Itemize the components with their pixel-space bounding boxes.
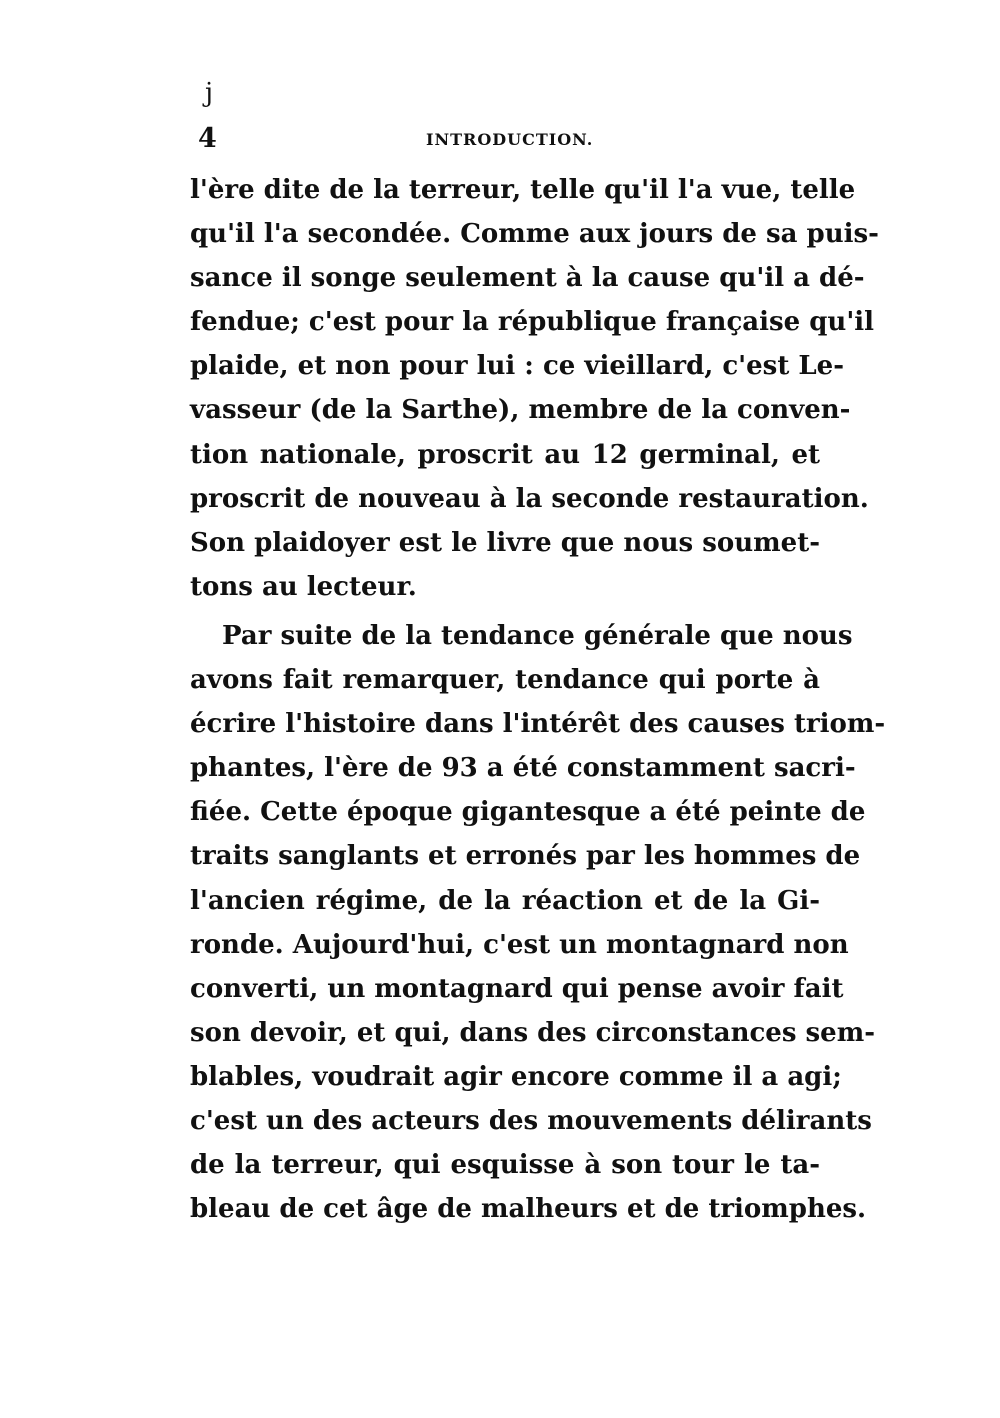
text-line: son devoir, et qui, dans des circonstances sem- [190, 1017, 876, 1048]
text-line: sance il songe seulement à la cause qu'il a dé- [190, 263, 865, 294]
text-line: de la terreur, qui esquisse à son tour le ta- [190, 1150, 820, 1181]
text-line: écrire l'histoire dans l'intérêt des causes triom- [190, 709, 886, 740]
text-line: bleau de cet âge de malheurs et de triomphes. [190, 1194, 867, 1225]
text-line: Son plaidoyer est le livre que nous soumet- [190, 527, 820, 558]
text-line: qu'il l'a secondée. Comme aux jours de sa puis- [190, 219, 879, 250]
running-head: INTRODUCTION. [426, 130, 594, 149]
page-header [190, 122, 820, 156]
text-line: avons fait remarquer, tendance qui porte à [190, 665, 820, 696]
body-text [190, 168, 886, 1231]
paragraph-1 [190, 168, 879, 609]
text-line: vasseur (de la Sarthe), membre de la conven- [190, 395, 851, 426]
paragraph-2 [190, 614, 886, 1231]
text-line: tion nationale, proscrit au 12 germinal, et [190, 439, 820, 470]
text-line: converti, un montagnard qui pense avoir fait [190, 973, 844, 1004]
text-line: l'ère dite de la terreur, telle qu'il l'a vue, telle [190, 175, 856, 205]
text-line: l'ancien régime, de la réaction et de la Gi- [190, 885, 820, 916]
text-line: fiée. Cette époque gigantesque a été peinte de [190, 797, 866, 828]
margin-mark: j [205, 78, 214, 108]
text-line: traits sanglants et erronés par les hommes de [190, 841, 861, 872]
text-line: tons au lecteur. [190, 571, 417, 602]
text-line: c'est un des acteurs des mouvements délirants [190, 1105, 872, 1136]
text-line: ronde. Aujourd'hui, c'est un montagnard non [190, 929, 849, 960]
text-line: phantes, l'ère de 93 a été constamment sacri- [190, 753, 856, 784]
text-line: Par suite de la tendance générale que nous [222, 620, 853, 651]
page-number: 4 [198, 123, 217, 154]
text-line: plaide, et non pour lui : ce vieillard, c'est Le- [190, 351, 844, 382]
text-line: fendue; c'est pour la république française qu'il [190, 307, 875, 338]
text-line: proscrit de nouveau à la seconde restauration. [190, 483, 869, 514]
text-line: blables, voudrait agir encore comme il a agi; [190, 1061, 842, 1092]
